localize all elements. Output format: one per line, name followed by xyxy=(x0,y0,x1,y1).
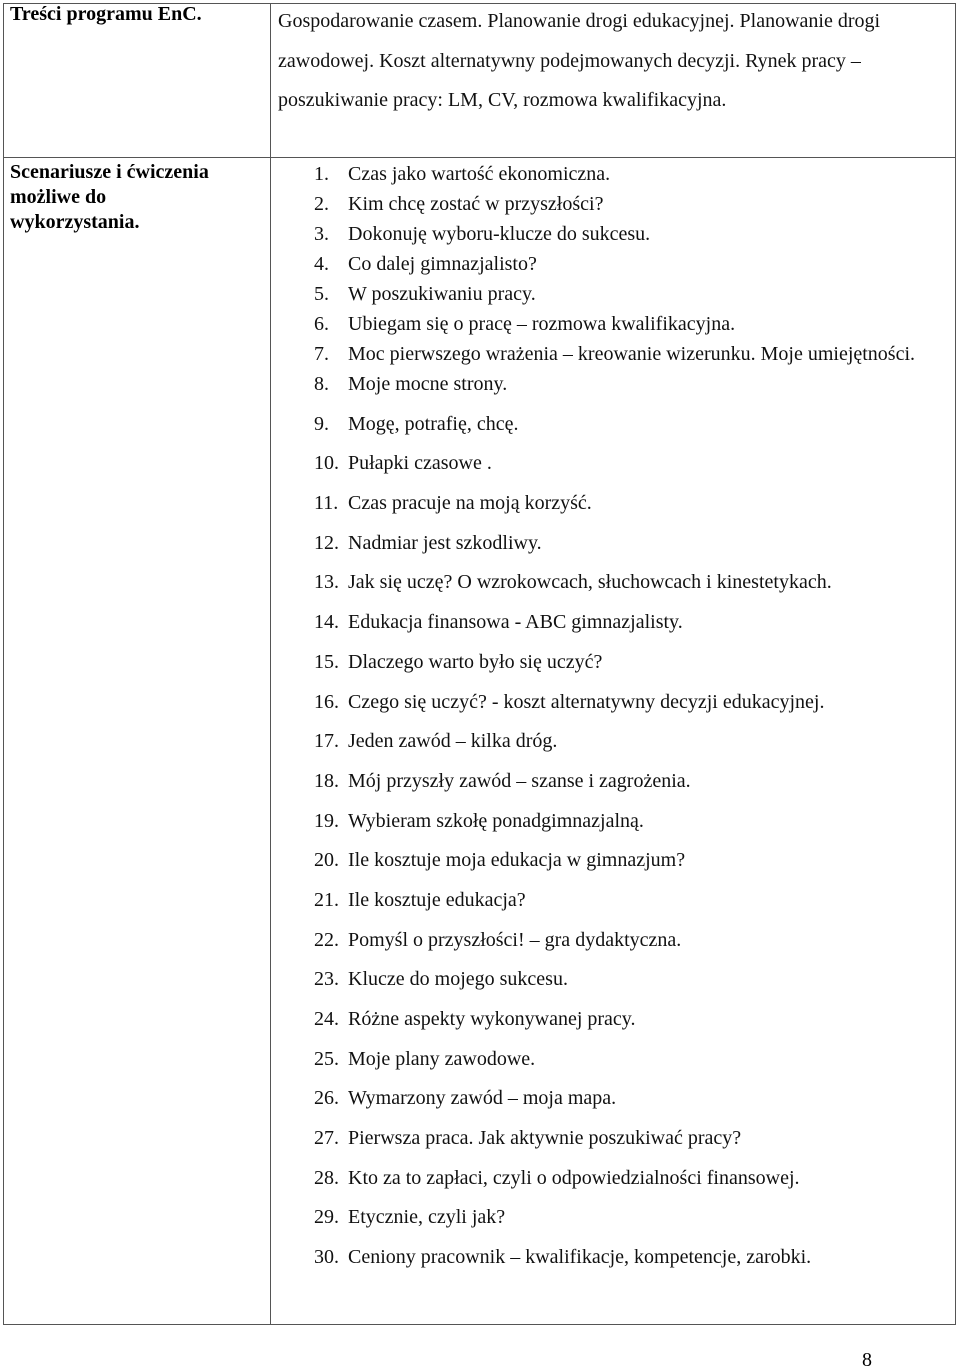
list-item xyxy=(278,1243,938,1272)
list-item xyxy=(278,190,938,219)
list-item-text: Moc pierwszego wrażenia – kreowanie wizerunku. Moje umiejętności. xyxy=(348,343,916,365)
list-item-text: Ubiegam się o pracę – rozmowa kwalifikacyjna. xyxy=(348,313,736,335)
list-item-text: Czego się uczyć? - koszt alternatywny decyzji edukacyjnej. xyxy=(348,690,825,713)
list-item-text: Kim chcę zostać w przyszłości? xyxy=(348,193,604,215)
list-item xyxy=(278,688,938,717)
list-item-number: 28. xyxy=(314,1166,339,1189)
list-item-number: 13. xyxy=(314,571,339,594)
list-item-text: Pierwsza praca. Jak aktywnie poszukiwać pracy? xyxy=(348,1127,742,1150)
list-item-number: 17. xyxy=(314,730,339,753)
list-item-number: 26. xyxy=(314,1087,339,1110)
list-item-text: Kto za to zapłaci, czyli o odpowiedzialności finansowej. xyxy=(348,1166,800,1189)
list-item-text: Mój przyszły zawód – szanse i zagrożenia. xyxy=(348,769,691,792)
list-item xyxy=(278,1084,938,1113)
list-item xyxy=(278,648,938,677)
list-item-number: 21. xyxy=(314,888,339,911)
list-item-number: 5. xyxy=(314,283,329,305)
list-item xyxy=(278,529,938,558)
list-item xyxy=(278,1203,938,1232)
list-item-text: Wybieram szkołę ponadgimnazjalną. xyxy=(348,809,644,832)
list-item-number: 18. xyxy=(314,769,339,792)
list-item xyxy=(278,1045,938,1074)
scenarios-label-line: Scenariusze i ćwiczenia xyxy=(10,161,209,183)
list-item-number: 1. xyxy=(314,163,329,185)
list-item-text: Etycznie, czyli jak? xyxy=(348,1206,506,1229)
list-item-text: Klucze do mojego sukcesu. xyxy=(348,968,568,991)
list-item-number: 4. xyxy=(314,253,329,275)
list-item-number: 6. xyxy=(314,313,329,335)
list-item xyxy=(278,220,938,249)
list-item-text: Mogę, potrafię, chcę. xyxy=(348,412,519,435)
list-item-text: Pomyśl o przyszłości! – gra dydaktyczna. xyxy=(348,928,682,951)
list-item-text: Moje mocne strony. xyxy=(348,373,508,395)
list-item-text: Jeden zawód – kilka dróg. xyxy=(348,730,558,753)
list-item xyxy=(278,767,938,796)
list-item xyxy=(278,250,938,279)
list-item-text: Nadmiar jest szkodliwy. xyxy=(348,531,542,554)
list-item-number: 3. xyxy=(314,223,329,245)
row-divider xyxy=(4,157,955,158)
list-item-number: 9. xyxy=(314,412,329,435)
list-item-text: Ile kosztuje moja edukacja w gimnazjum? xyxy=(348,849,686,872)
list-item-text: Ile kosztuje edukacja? xyxy=(348,888,526,911)
list-item xyxy=(278,807,938,836)
list-item xyxy=(278,310,938,339)
list-item-text: Wymarzony zawód – moja mapa. xyxy=(348,1087,617,1110)
list-item-text: W poszukiwaniu pracy. xyxy=(348,283,536,305)
list-item xyxy=(278,846,938,875)
list-item xyxy=(278,449,938,478)
page-number: 8 xyxy=(862,1349,872,1371)
list-item-number: 22. xyxy=(314,928,339,951)
list-item-number: 12. xyxy=(314,531,339,554)
list-item-text: Czas pracuje na moją korzyść. xyxy=(348,492,592,515)
list-item-number: 16. xyxy=(314,690,339,713)
list-item-number: 2. xyxy=(314,193,329,215)
list-item xyxy=(278,1164,938,1193)
list-item xyxy=(278,886,938,915)
scenarios-label-line: możliwe do xyxy=(10,186,107,208)
list-item-number: 19. xyxy=(314,809,339,832)
list-item-text: Pułapki czasowe . xyxy=(348,452,492,475)
list-item-number: 27. xyxy=(314,1127,339,1150)
program-content-text: Gospodarowanie czasem. Planowanie drogi edukacyjnej. Planowanie drogi zawodowej. Koszt alternatywny podejmowanych decyzji. Rynek pracy – poszukiwanie pracy: LM, CV, rozmowa kwalifikacyjna. xyxy=(278,10,881,111)
list-item-number: 24. xyxy=(314,1008,339,1030)
list-item xyxy=(278,160,938,189)
list-item-number: 8. xyxy=(314,373,329,395)
list-item xyxy=(278,280,938,309)
list-item xyxy=(278,1124,938,1153)
list-item-number: 25. xyxy=(314,1047,339,1070)
list-item xyxy=(278,1005,938,1034)
list-item xyxy=(278,608,938,637)
list-item xyxy=(278,340,938,369)
list-item-text: Co dalej gimnazjalisto? xyxy=(348,253,537,275)
list-item xyxy=(278,568,938,597)
list-item-number: 23. xyxy=(314,968,339,991)
list-item xyxy=(278,410,938,439)
list-item-number: 7. xyxy=(314,343,329,365)
list-item-number: 30. xyxy=(314,1246,339,1269)
list-item xyxy=(278,727,938,756)
list-item-text: Edukacja finansowa - ABC gimnazjalisty. xyxy=(348,611,683,634)
list-item-text: Moje plany zawodowe. xyxy=(348,1047,536,1070)
scenarios-label xyxy=(10,160,260,235)
scenarios-label-line: wykorzystania. xyxy=(10,211,140,233)
list-item-number: 10. xyxy=(314,452,339,475)
list-item-number: 29. xyxy=(314,1206,339,1229)
list-item xyxy=(278,965,938,994)
program-content-label: Treści programu EnC. xyxy=(10,3,202,25)
list-item-number: 14. xyxy=(314,611,339,634)
list-item-text: Ceniony pracownik – kwalifikacje, kompetencje, zarobki. xyxy=(348,1246,812,1269)
list-item-number: 11. xyxy=(314,492,339,515)
list-item-number: 20. xyxy=(314,849,339,872)
list-item xyxy=(278,370,938,399)
list-item-text: Różne aspekty wykonywanej pracy. xyxy=(348,1008,636,1030)
scenario-list xyxy=(278,160,938,1283)
list-item-text: Jak się uczę? O wzrokowcach, słuchowcach i kinestetykach. xyxy=(348,571,832,594)
column-divider xyxy=(270,4,271,1324)
list-item xyxy=(278,489,938,518)
list-item-text: Dokonuję wyboru-klucze do sukcesu. xyxy=(348,223,651,245)
list-item-number: 15. xyxy=(314,650,339,673)
list-item-text: Dlaczego warto było się uczyć? xyxy=(348,650,603,673)
list-item xyxy=(278,926,938,955)
list-item-text: Czas jako wartość ekonomiczna. xyxy=(348,163,611,185)
